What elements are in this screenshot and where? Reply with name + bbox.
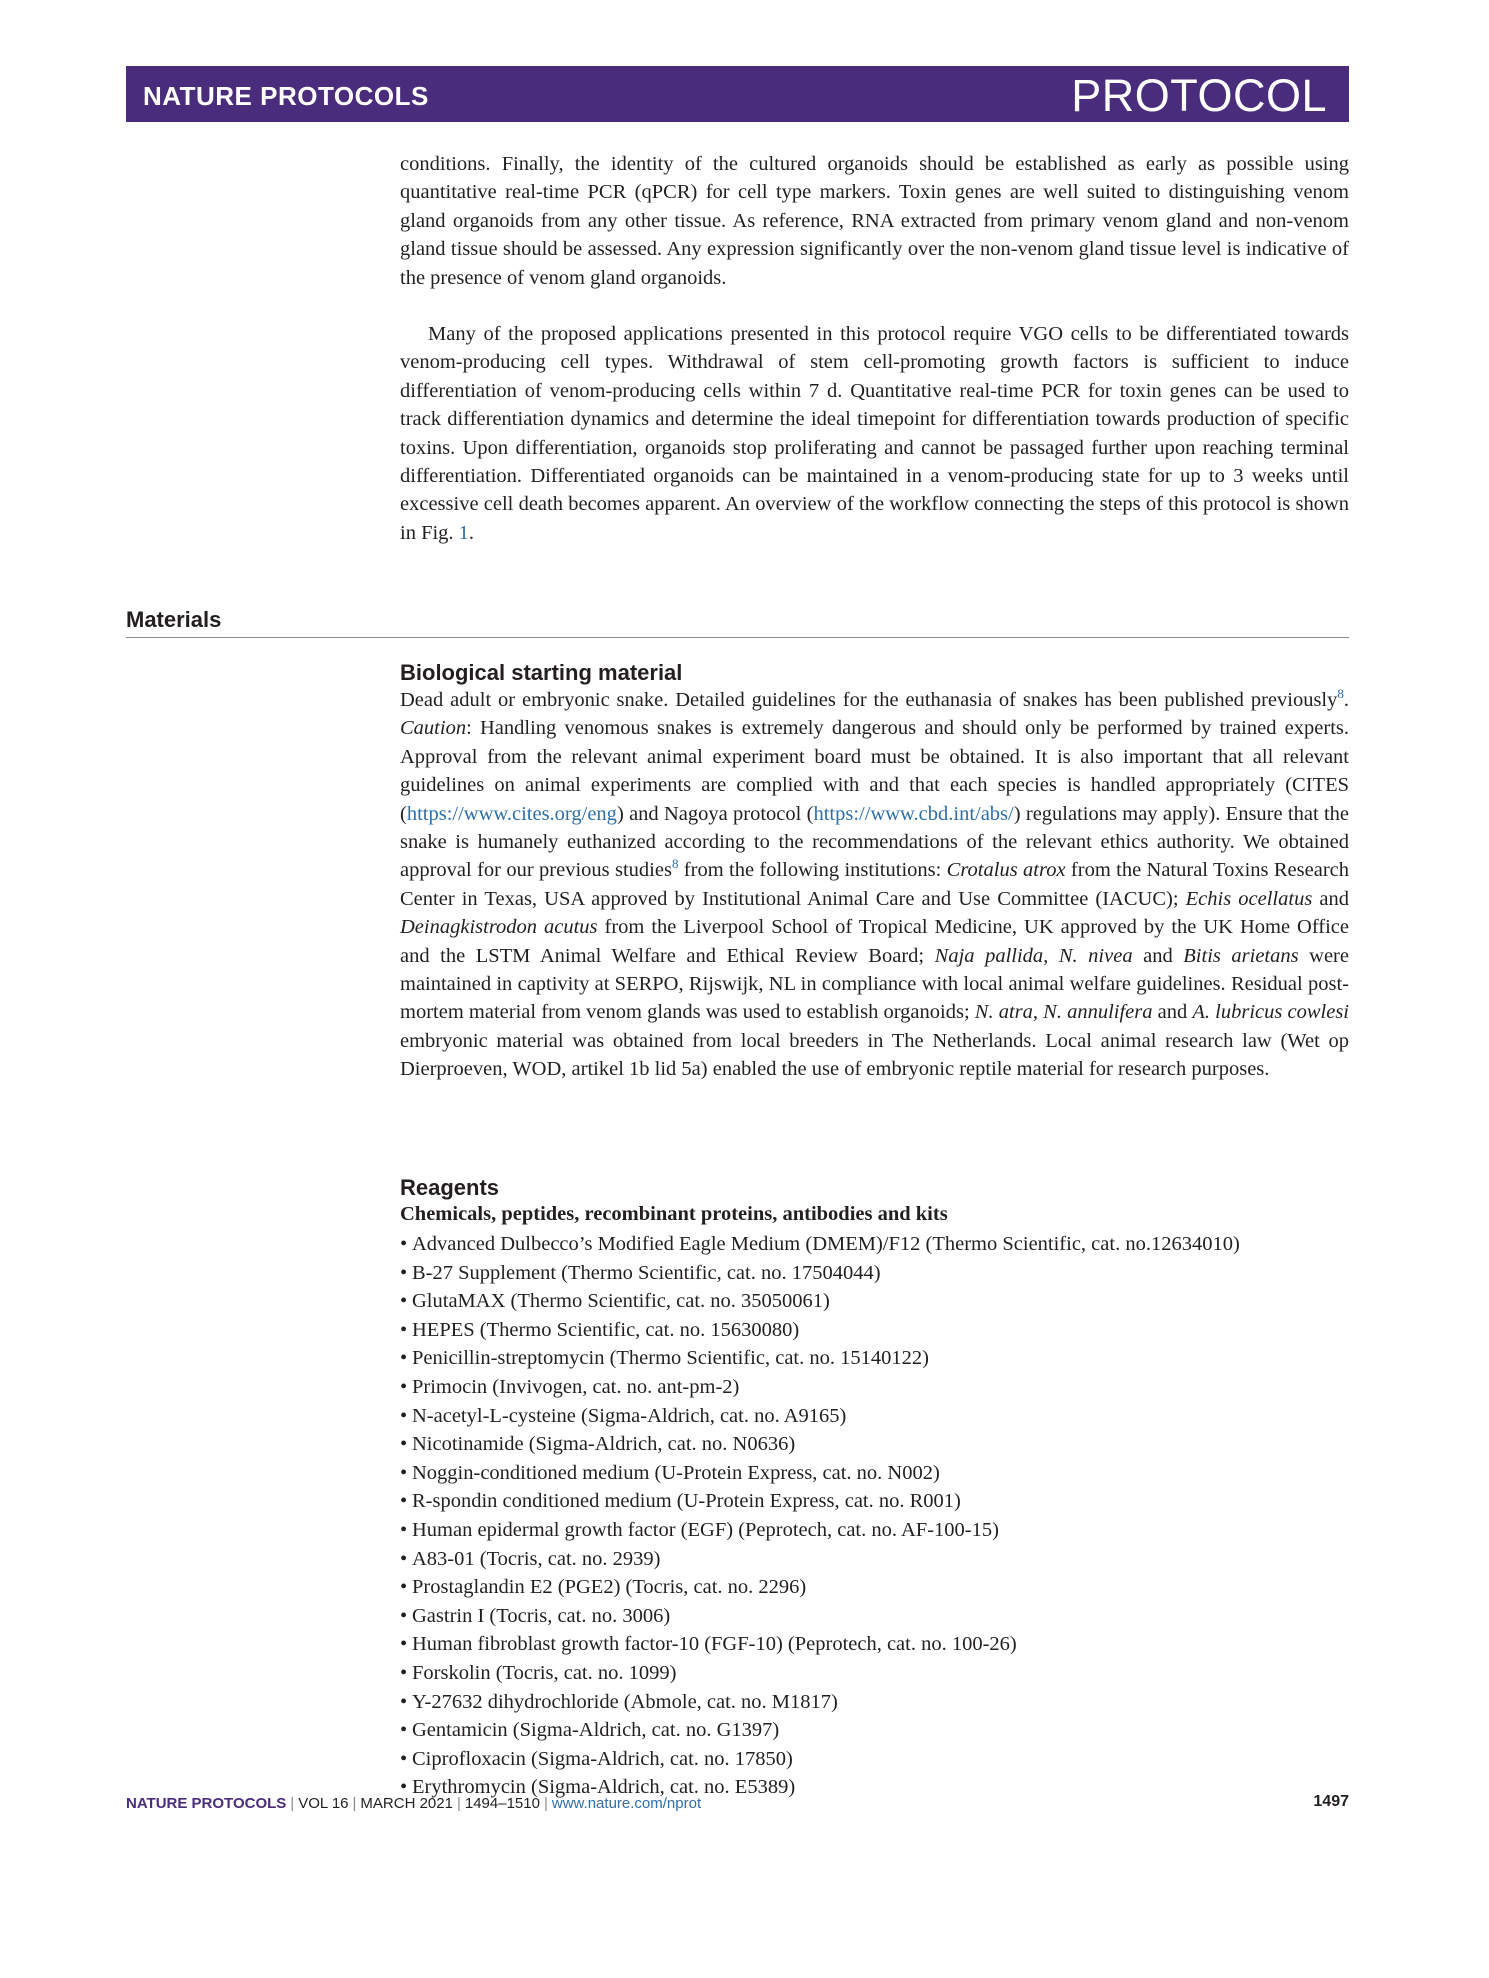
- journal-header-bar: [126, 66, 1349, 122]
- species-name: Bitis arietans: [1183, 944, 1299, 967]
- footer-pages: 1494–1510: [464, 1795, 540, 1812]
- species-name: Deinagkistrodon acutus: [400, 916, 598, 939]
- text-run: were maintained in captivity at SERPO, Rijswijk, NL in compliance with local animal welfare guidelines. Residual post-mortem material from venom glands was used to establish organoids;: [400, 944, 1349, 1024]
- text-run: and: [1152, 1001, 1193, 1024]
- list-item: • B-27 Supplement (Thermo Scientific, cat. no. 17504044): [400, 1261, 881, 1284]
- text-run: from the following institutions:: [678, 859, 947, 882]
- footer-journal: NATURE PROTOCOLS: [126, 1795, 287, 1812]
- reagent-list: [400, 1230, 1240, 1802]
- list-item: • HEPES (Thermo Scientific, cat. no. 15630080): [400, 1318, 800, 1341]
- biological-material-heading: Biological starting material: [400, 660, 683, 685]
- text-run: Dead adult or embryonic snake. Detailed guidelines for the euthanasia of snakes has been published previously: [400, 689, 1338, 711]
- caution-label: Caution: [400, 717, 467, 740]
- reference-8-link[interactable]: 8: [671, 856, 679, 872]
- cbd-link[interactable]: https://www.cbd.int/abs/: [813, 802, 1014, 825]
- paragraph-text: conditions. Finally, the identity of the cultured organoids should be established as early as possible using quantitative real-time PCR (qPCR) for cell type markers. Toxin genes are well suited to distinguishing venom gland organoids from any other tissue. As reference, RNA extracted from primary venom gland and non-venom gland tissue should be assessed. Any expression significantly over the non-venom gland tissue level is indicative of the presence of venom gland organoids.: [400, 153, 1349, 289]
- reference-8-link[interactable]: 8: [1337, 686, 1344, 702]
- text-run: embryonic material was obtained from local breeders in The Netherlands. Local animal research law (Wet op Dierproeven, WOD, artikel 1b lid 5a) enabled the use of embryonic reptile material for research purposes.: [400, 1029, 1349, 1081]
- species-name: Naja pallida, N. nivea: [934, 944, 1133, 967]
- section-divider: [126, 637, 1349, 638]
- list-item: • R-spondin conditioned medium (U-Protein Express, cat. no. R001): [400, 1490, 961, 1513]
- materials-section-heading: Materials: [126, 607, 222, 632]
- list-item: • Noggin-conditioned medium (U-Protein Express, cat. no. N002): [400, 1461, 940, 1484]
- cites-link[interactable]: https://www.cites.org/eng: [406, 802, 617, 825]
- intro-paragraph-1: [400, 150, 1349, 292]
- list-item: • Forskolin (Tocris, cat. no. 1099): [400, 1661, 677, 1684]
- list-item: • Primocin (Invivogen, cat. no. ant-pm-2): [400, 1375, 740, 1398]
- species-name: A. lubricus cowlesi: [1192, 1001, 1349, 1024]
- species-name: N. atra, N. annulifera: [974, 1001, 1153, 1024]
- text-run: and: [1312, 887, 1349, 910]
- list-item: • Nicotinamide (Sigma-Aldrich, cat. no. N0636): [400, 1433, 796, 1456]
- list-item: • Human epidermal growth factor (EGF) (Peprotech, cat. no. AF-100-15): [400, 1518, 999, 1541]
- list-item: • Advanced Dulbecco’s Modified Eagle Medium (DMEM)/F12 (Thermo Scientific, cat. no.12634010): [400, 1233, 1240, 1255]
- text-run: and: [1132, 944, 1184, 967]
- species-name: Echis ocellatus: [1185, 887, 1313, 910]
- intro-paragraph-2: [400, 320, 1349, 547]
- figure-1-link[interactable]: 1: [458, 521, 469, 544]
- page-footer: NATURE PROTOCOLS | VOL 16 | MARCH 2021 | 1494–1510 | www.nature.com/nprot: [126, 1795, 702, 1812]
- list-item: • Human fibroblast growth factor-10 (FGF-10) (Peprotech, cat. no. 100-26): [400, 1633, 1017, 1656]
- period: .: [468, 521, 475, 544]
- journal-name: NATURE PROTOCOLS: [143, 81, 429, 111]
- species-name: Crotalus atrox: [946, 859, 1066, 882]
- text-run: : Handling venomous snakes is extremely dangerous and should only be performed by trained experts. Approval from the relevant animal experiment board must be obtained. It is also important that all relevant guidelines on animal experiments are complied with and that each species is handled appropriately (CITES (: [400, 717, 1349, 825]
- list-item: • A83-01 (Tocris, cat. no. 2939): [400, 1547, 661, 1570]
- text-run: from the Liverpool School of Tropical Medicine, UK approved by the UK Home Office and the LSTM Animal Welfare and Ethical Review Board;: [400, 916, 1349, 967]
- list-item: • Prostaglandin E2 (PGE2) (Tocris, cat. no. 2296): [400, 1576, 807, 1599]
- list-item: • Penicillin-streptomycin (Thermo Scientific, cat. no. 15140122): [400, 1347, 929, 1370]
- list-item: • GlutaMAX (Thermo Scientific, cat. no. 35050061): [400, 1290, 830, 1313]
- footer-url-link[interactable]: www.nature.com/nprot: [551, 1795, 702, 1812]
- list-item: • Y-27632 dihydrochloride (Abmole, cat. no. M1817): [400, 1690, 838, 1713]
- reagents-heading: Reagents: [400, 1175, 500, 1200]
- footer-date: MARCH 2021: [360, 1795, 453, 1812]
- reagents-subheading: Chemicals, peptides, recombinant proteins, antibodies and kits: [400, 1203, 948, 1225]
- footer-volume: VOL 16: [298, 1795, 349, 1812]
- text-run: from the Natural Toxins Research Center in Texas, USA approved by Institutional Animal Care and Use Committee (IACUC);: [400, 859, 1349, 910]
- list-item: • Gentamicin (Sigma-Aldrich, cat. no. G1397): [400, 1719, 780, 1742]
- text-run: ) and Nagoya protocol (: [616, 802, 814, 825]
- text-run: ) regulations may apply). Ensure that the snake is humanely euthanized according to the recommendations of the relevant ethics authority. We obtained approval for our previous studies: [400, 802, 1349, 882]
- paragraph-text: Many of the proposed applications presented in this protocol require VGO cells to be differentiated towards venom-producing cell types. Withdrawal of stem cell-promoting growth factors is sufficient to induce differentiation of venom-producing cells within 7 d. Quantitative real-time PCR for toxin genes can be used to track differentiation dynamics and determine the ideal timepoint for differentiation towards production of specific toxins. Upon differentiation, organoids stop proliferating and cannot be passaged further upon reaching terminal differentiation. Differentiated organoids can be maintained in a venom-producing state for up to 3 weeks until excessive cell death becomes apparent. An overview of the workflow connecting the steps of this protocol is shown in Fig.: [400, 323, 1349, 544]
- list-item: • Erythromycin (Sigma-Aldrich, cat. no. E5389): [400, 1776, 796, 1799]
- page-number: 1497: [1313, 1793, 1349, 1810]
- text-run: .: [1343, 689, 1349, 711]
- biological-material-paragraph: [400, 686, 1349, 1084]
- list-item: • Gastrin I (Tocris, cat. no. 3006): [400, 1604, 671, 1627]
- list-item: • N-acetyl-L-cysteine (Sigma-Aldrich, cat. no. A9165): [400, 1404, 847, 1427]
- article-type: PROTOCOL: [1071, 70, 1327, 121]
- list-item: • Ciprofloxacin (Sigma-Aldrich, cat. no. 17850): [400, 1747, 793, 1770]
